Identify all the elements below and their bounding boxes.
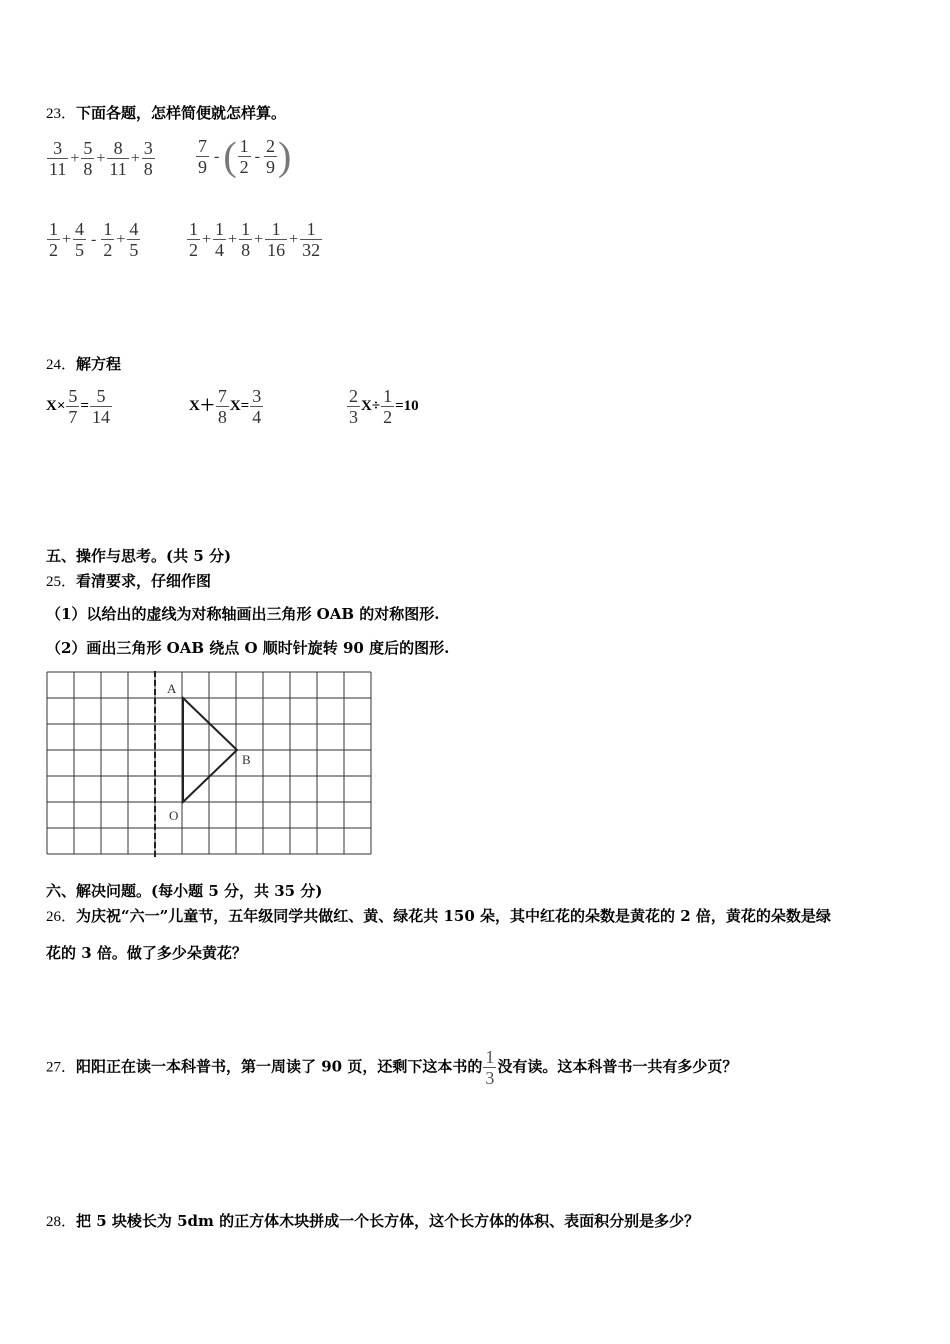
- right-paren: ): [277, 133, 292, 179]
- q25-grid-figure: [46, 671, 374, 857]
- left-paren: (: [223, 133, 237, 179]
- q27-text-before: 阳阳正在读一本科普书，第一周读了 90 页，还剩下这本书的: [76, 1057, 483, 1076]
- q28-line: [46, 1210, 699, 1231]
- fraction: $\frac{1}{2}$: [103, 219, 113, 260]
- fraction: $\frac{4}{5}$: [129, 219, 139, 260]
- fraction: $\frac{8}{11}$: [109, 138, 127, 179]
- q23-title: 下面各题，怎样简便就怎样算。: [76, 104, 287, 122]
- q24-heading: [46, 353, 121, 374]
- fraction: $\frac{1}{2}$: [239, 136, 249, 177]
- fraction: $\frac{1}{8}$: [241, 219, 251, 260]
- fraction: $\frac{1}{2}$: [383, 386, 393, 427]
- q23-expression-1: $\frac{3}{11}$ + $\frac{5}{8}$ + $\frac{8}{11}$ + $\frac{3}{8}$: [49, 138, 153, 179]
- q24-title: 解方程: [76, 355, 122, 373]
- fraction: $\frac{2}{3}$: [349, 386, 358, 427]
- point-label-b: B: [242, 752, 251, 767]
- fraction: $\frac{1}{2}$: [49, 219, 58, 260]
- fraction: $\frac{1}{3}$: [485, 1047, 495, 1088]
- fraction: $\frac{1}{16}$: [267, 219, 286, 260]
- fraction: $\frac{1}{2}$: [189, 219, 198, 260]
- q23-number: 23．: [46, 106, 77, 122]
- q27-line: [46, 1047, 737, 1088]
- section-6-title: 六、解决问题。(每小题 5 分，共 35 分): [46, 882, 323, 900]
- fraction: $\frac{2}{9}$: [265, 136, 275, 177]
- q26-line-2: 花的 3 倍。做了多少朵黄花？: [46, 944, 247, 962]
- q25-number: 25．: [46, 574, 77, 590]
- q24-equation-1: X× $\frac{5}{7}$ = $\frac{5}{14}$: [46, 386, 110, 427]
- fraction: $\frac{7}{8}$: [217, 386, 227, 427]
- fraction: $\frac{5}{14}$: [91, 386, 110, 427]
- fraction: $\frac{1}{4}$: [215, 219, 225, 260]
- q23-expression-2: $\frac{7}{9}$ - ( $\frac{1}{2}$ - $\frac{2}{9}$ ): [198, 133, 292, 179]
- fraction: $\frac{4}{5}$: [75, 219, 85, 260]
- point-label-o: O: [169, 808, 179, 823]
- point-label-a: A: [167, 681, 177, 696]
- q27-number: 27．: [46, 1059, 77, 1076]
- grid-lines: [47, 672, 371, 854]
- fraction: $\frac{5}{8}$: [83, 138, 93, 179]
- q27-text-after: 没有读。这本科普书一共有多少页？: [497, 1057, 738, 1076]
- section-5-title: 五、操作与思考。(共 5 分): [46, 547, 232, 565]
- q25-part-1: （1）以给出的虚线为对称轴画出三角形 OAB 的对称图形.: [46, 605, 440, 623]
- q24-equation-3: $\frac{2}{3}$ X÷ $\frac{1}{2}$ =10: [349, 386, 419, 427]
- q26-line-1: [46, 905, 831, 926]
- q24-equation-2: X＋ $\frac{7}{8}$ X= $\frac{3}{4}$: [189, 386, 262, 427]
- q28-text: 把 5 块棱长为 5dm 的正方体木块拼成一个长方体，这个长方体的体积、表面积分别是多少？: [76, 1212, 700, 1230]
- fraction: $\frac{3}{11}$: [49, 138, 67, 179]
- fraction: $\frac{3}{8}$: [143, 138, 153, 179]
- q23-heading: [46, 102, 286, 123]
- q25-part-2: （2）画出三角形 OAB 绕点 O 顺时针旋转 90 度后的图形.: [46, 639, 450, 657]
- fraction: $\frac{3}{4}$: [252, 386, 262, 427]
- q24-number: 24．: [46, 357, 77, 373]
- fraction: $\frac{1}{32}$: [302, 219, 321, 260]
- q25-title: 看清要求，仔细作图: [76, 572, 212, 590]
- q23-expression-3: $\frac{1}{2}$ + $\frac{4}{5}$ - $\frac{1}{2}$ + $\frac{4}{5}$: [49, 219, 139, 260]
- q23-expression-4: $\frac{1}{2}$ + $\frac{1}{4}$ + $\frac{1}{8}$ + $\frac{1}{16}$ + $\frac{1}{32}$: [189, 219, 321, 260]
- fraction: $\frac{7}{9}$: [198, 136, 207, 177]
- q25-heading: [46, 570, 211, 591]
- q26-number: 26．: [46, 909, 77, 925]
- q28-number: 28．: [46, 1214, 77, 1230]
- fraction: $\frac{5}{7}$: [68, 386, 78, 427]
- q26-text-1: 为庆祝“六一”儿童节，五年级同学共做红、黄、绿花共 150 朵，其中红花的朵数是黄花的 2 倍，黄花的朵数是绿: [76, 907, 831, 925]
